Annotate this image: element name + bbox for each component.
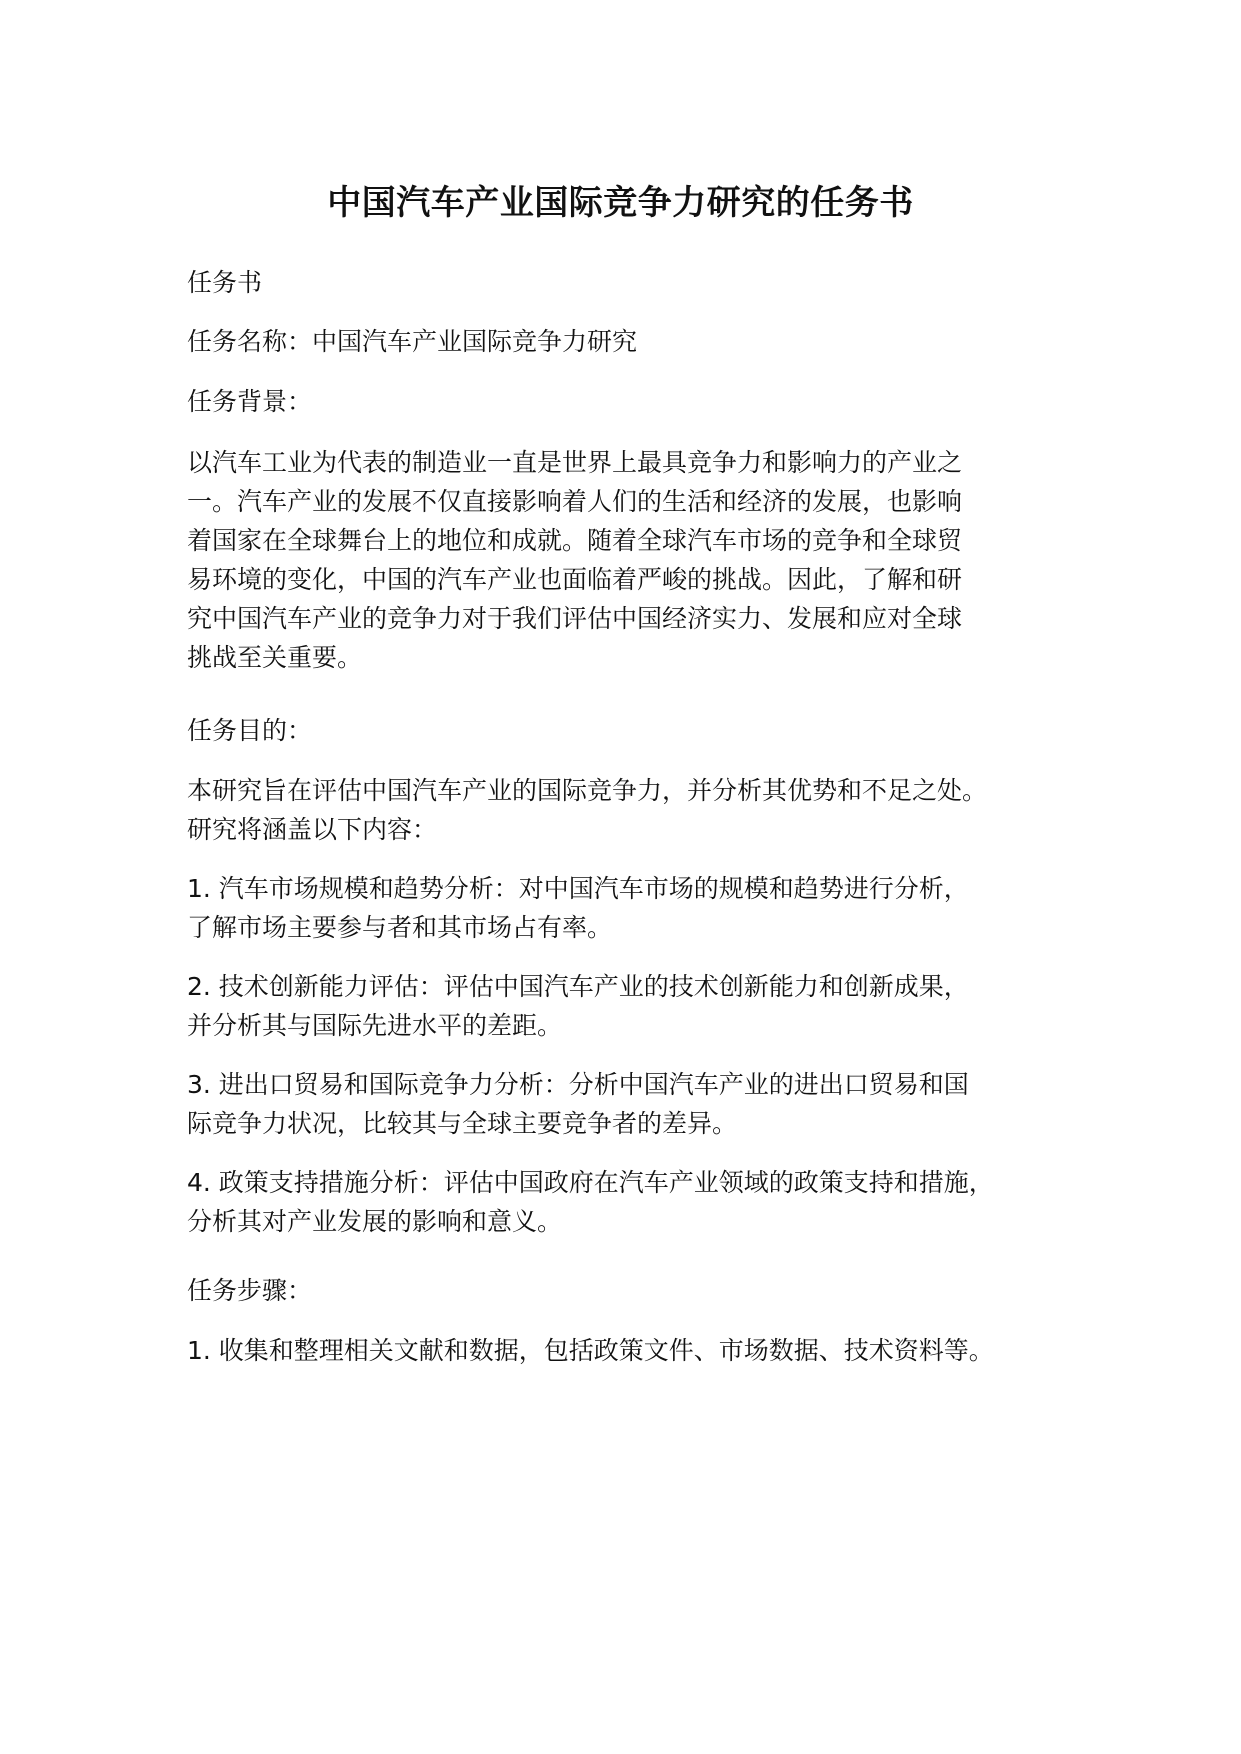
background-heading: 任务背景： <box>187 387 313 416</box>
objective-paragraph <box>187 771 1087 849</box>
content-item-2 <box>187 967 1087 1045</box>
content-item-1 <box>187 869 1087 947</box>
steps-heading: 任务步骤： <box>187 1276 313 1305</box>
list-item-line: 3. 进出口贸易和国际竞争力分析：分析中国汽车产业的进出口贸易和国 <box>187 1070 969 1099</box>
list-item-line: 2. 技术创新能力评估：评估中国汽车产业的技术创新能力和创新成果， <box>187 972 969 1001</box>
list-item-line: 4. 政策支持措施分析：评估中国政府在汽车产业领域的政策支持和措施， <box>187 1168 994 1197</box>
paragraph-line: 研究将涵盖以下内容： <box>187 815 438 844</box>
list-item-line: 分析其对产业发展的影响和意义。 <box>187 1207 563 1236</box>
content-item-4 <box>187 1163 1087 1241</box>
paragraph-line: 挑战至关重要。 <box>187 643 363 672</box>
step-item-1: 1. 收集和整理相关文献和数据，包括政策文件、市场数据、技术资料等。 <box>187 1336 994 1365</box>
doc-type-label: 任务书 <box>187 268 263 297</box>
paragraph-line: 本研究旨在评估中国汽车产业的国际竞争力，并分析其优势和不足之处。 <box>187 776 988 805</box>
task-name-line: 任务名称：中国汽车产业国际竞争力研究 <box>187 327 638 356</box>
objective-heading: 任务目的： <box>187 716 313 745</box>
content-item-3 <box>187 1065 1087 1143</box>
list-item-line: 际竞争力状况，比较其与全球主要竞争者的差异。 <box>187 1109 738 1138</box>
list-item-line: 1. 汽车市场规模和趋势分析：对中国汽车市场的规模和趋势进行分析， <box>187 874 969 903</box>
paragraph-line: 易环境的变化，中国的汽车产业也面临着严峻的挑战。因此，了解和研 <box>187 565 963 594</box>
background-paragraph <box>187 443 1087 677</box>
paragraph-line: 究中国汽车产业的竞争力对于我们评估中国经济实力、发展和应对全球 <box>187 604 963 633</box>
list-item-line: 并分析其与国际先进水平的差距。 <box>187 1011 563 1040</box>
list-item-line: 了解市场主要参与者和其市场占有率。 <box>187 913 613 942</box>
paragraph-line: 以汽车工业为代表的制造业一直是世界上最具竞争力和影响力的产业之 <box>187 448 963 477</box>
paragraph-line: 着国家在全球舞台上的地位和成就。随着全球汽车市场的竞争和全球贸 <box>187 526 963 555</box>
document-title: 中国汽车产业国际竞争力研究的任务书 <box>327 183 914 223</box>
paragraph-line: 一。汽车产业的发展不仅直接影响着人们的生活和经济的发展，也影响 <box>187 487 963 516</box>
